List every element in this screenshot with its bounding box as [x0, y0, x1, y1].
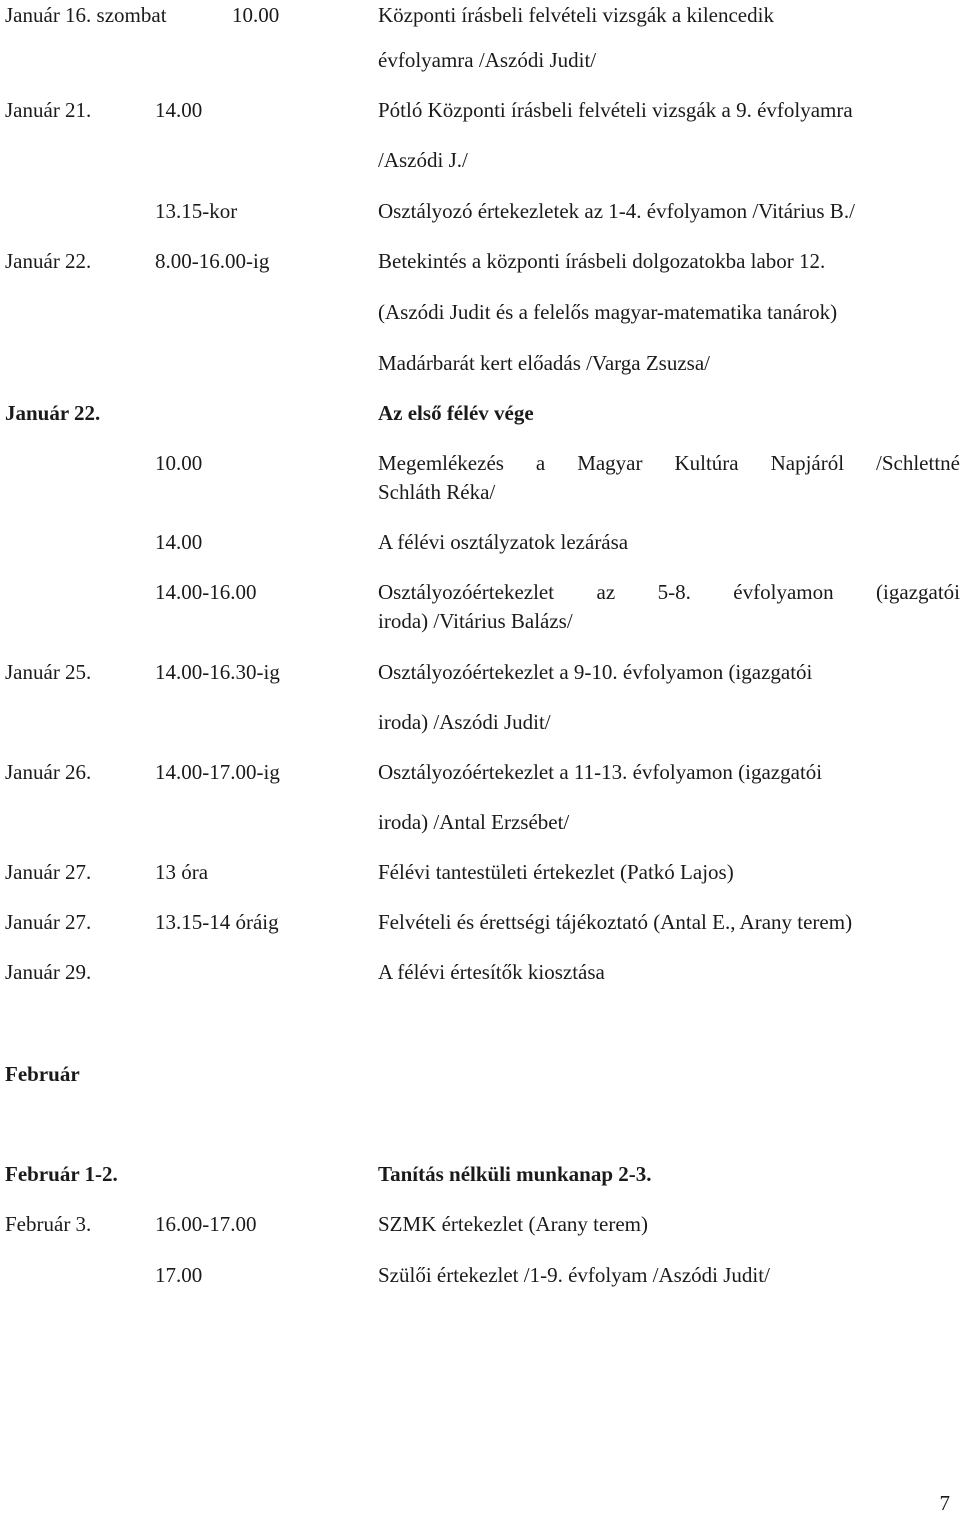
row-time: 14.00 [155, 98, 203, 122]
schedule-row [0, 1260, 960, 1290]
row-date: Január 25. [5, 660, 92, 684]
row-text: Megemlékezés a Magyar Kultúra Napjáról /Schlettné [378, 451, 960, 475]
schedule-row [0, 1159, 960, 1189]
row-date: Január 26. [5, 760, 92, 784]
row-text: Félévi tantestületi értekezlet (Patkó Lajos) [378, 860, 734, 884]
row-time: 14.00-16.00 [155, 580, 257, 604]
row-time: 13.15-14 óráig [155, 910, 279, 934]
schedule-row [0, 45, 960, 75]
row-text: évfolyamra /Aszódi Judit/ [378, 48, 597, 72]
row-text: iroda) /Vitárius Balázs/ [378, 609, 573, 633]
row-text: SZMK értekezlet (Arany terem) [378, 1212, 648, 1236]
row-text: Osztályozóértekezlet a 11-13. évfolyamon (igazgatói [378, 760, 823, 784]
row-text: Madárbarát kert előadás /Varga Zsuzsa/ [378, 351, 710, 375]
row-date: Január 27. [5, 860, 92, 884]
row-date: Január 22. [5, 401, 101, 425]
row-time: 17.00 [155, 1263, 203, 1287]
row-text: Osztályozó értekezletek az 1-4. évfolyamon /Vitárius B./ [378, 199, 855, 223]
schedule-row [0, 707, 960, 737]
row-time: 14.00-16.30-ig [155, 660, 280, 684]
schedule-row [0, 196, 960, 226]
row-date: Január 22. [5, 249, 92, 273]
row-date: Február 3. [5, 1212, 92, 1236]
schedule-row [0, 577, 960, 607]
row-time: 13 óra [155, 860, 209, 884]
row-text: Szülői értekezlet /1-9. évfolyam /Aszódi Judit/ [378, 1263, 770, 1287]
row-text: Központi írásbeli felvételi vizsgák a kilencedik [378, 3, 774, 27]
row-date: Január 21. [5, 98, 92, 122]
row-time: 16.00-17.00 [155, 1212, 257, 1236]
row-text: iroda) /Aszódi Judit/ [378, 710, 551, 734]
row-time: 10.00 [232, 3, 280, 27]
row-date: Január 29. [5, 960, 92, 984]
row-text: Tanítás nélküli munkanap 2-3. [378, 1162, 652, 1186]
month-heading-label: Február [5, 1062, 80, 1086]
schedule-row [0, 246, 960, 276]
row-time: 13.15-kor [155, 199, 238, 223]
month-heading [0, 1059, 960, 1089]
row-text: A félévi értesítők kiosztása [378, 960, 605, 984]
schedule-row [0, 448, 960, 478]
row-text: Schláth Réka/ [378, 480, 496, 504]
row-date: Január 27. [5, 910, 92, 934]
row-text: A félévi osztályzatok lezárása [378, 530, 629, 554]
row-text: Pótló Központi írásbeli felvételi vizsgák a 9. évfolyamra [378, 98, 853, 122]
schedule-row [0, 348, 960, 378]
row-text: Osztályozóértekezlet az 5-8. évfolyamon (igazgatói [378, 580, 960, 604]
schedule-row [0, 0, 960, 30]
row-text: (Aszódi Judit és a felelős magyar-matematika tanárok) [378, 300, 838, 324]
row-text: Osztályozóértekezlet a 9-10. évfolyamon (igazgatói [378, 660, 813, 684]
row-text: Az első félév vége [378, 401, 534, 425]
row-time: 8.00-16.00-ig [155, 249, 270, 273]
row-text: /Aszódi J./ [378, 148, 468, 172]
schedule-row [0, 606, 960, 636]
schedule-row [0, 957, 960, 987]
row-date: Február 1-2. [5, 1162, 118, 1186]
schedule-row [0, 1209, 960, 1239]
schedule-row [0, 857, 960, 887]
row-time: 14.00-17.00-ig [155, 760, 280, 784]
schedule-row [0, 757, 960, 787]
schedule-row [0, 807, 960, 837]
schedule-row [0, 527, 960, 557]
schedule-row [0, 145, 960, 175]
row-time: 14.00 [155, 530, 203, 554]
schedule-row [0, 477, 960, 507]
row-text: Betekintés a központi írásbeli dolgozatokba labor 12. [378, 249, 826, 273]
page-number: 7 [939, 1491, 950, 1515]
row-date: Január 16. szombat [5, 3, 167, 27]
schedule-row [0, 95, 960, 125]
schedule-row [0, 907, 960, 937]
schedule-row [0, 657, 960, 687]
schedule-row [0, 297, 960, 327]
schedule-row [0, 398, 960, 428]
row-time: 10.00 [155, 451, 203, 475]
row-text: Felvételi és érettségi tájékoztató (Antal E., Arany terem) [378, 910, 853, 934]
row-text: iroda) /Antal Erzsébet/ [378, 810, 570, 834]
